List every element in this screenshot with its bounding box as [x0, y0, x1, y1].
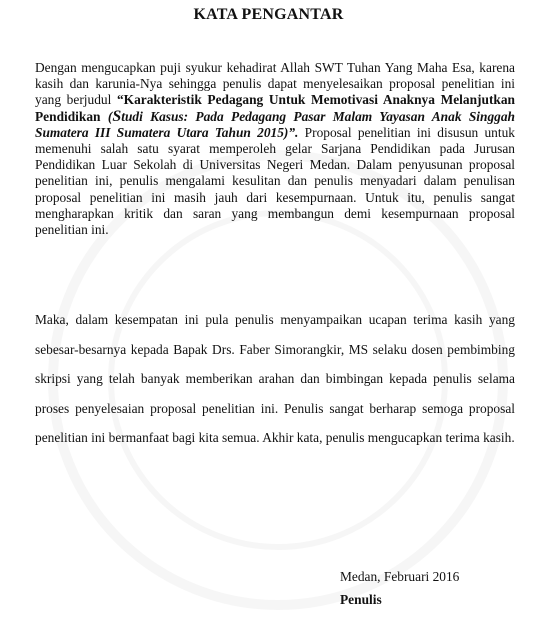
- research-title: “Karakteristik Pedagang Untuk Memotivasi Anaknya Melanjutkan Pendidikan: [35, 92, 515, 124]
- research-subtitle-open: (: [107, 108, 113, 124]
- paragraph-intro-text: Dengan mengucapkan puji syukur kehadirat Allah SWT Tuhan Yang Maha Esa, karena kasih dan karunia-Nya sehingga penulis dapat menyelesaikan proposal penelitian ini yang berjudul: [35, 60, 515, 108]
- paragraph-intro: [35, 60, 515, 238]
- paragraph-intro-body: Proposal penelitian ini disusun untuk memenuhi salah satu syarat memperoleh gelar Sarjana Pendidikan pada Jurusan Pendidikan Luar Sekolah di Universitas Negeri Medan. Dalam penyusunan proposal penelitian ini, penulis mengalami kesulitan dan penulis menyadari dalam penulisan proposal penelitian ini masih jauh dari kesempurnaan. Untuk itu, penulis sangat mengharapkan kritik dan saran yang membangun demi kesempurnaan proposal penelitian ini.: [35, 124, 515, 238]
- paragraph-acknowledgement: Maka, dalam kesempatan ini pula penulis menyampaikan ucapan terima kasih yang sebesar-besarnya kepada Bapak Drs. Faber Simorangkir, MS selaku dosen pembimbing skripsi yang telah banyak memberikan arahan dan bimbingan kepada penulis selama proses penyelesaian proposal penelitian ini. Penulis sangat berharap semoga proposal penelitian ini bermanfaat bagi kita semua. Akhir kata, penulis mengucapkan terima kasih.: [35, 312, 515, 446]
- research-subtitle: tudi Kasus: Pada Pedagang Pasar Malam Yayasan Anak Singgah Sumatera III Sumatera Utara Tahun 2015)”.: [35, 108, 516, 140]
- page-title: KATA PENGANTAR: [193, 6, 344, 23]
- research-subtitle-initial: S: [112, 107, 122, 125]
- signature-author: Penulis: [340, 592, 382, 607]
- signature-place-date: Medan, Februari 2016: [340, 569, 460, 584]
